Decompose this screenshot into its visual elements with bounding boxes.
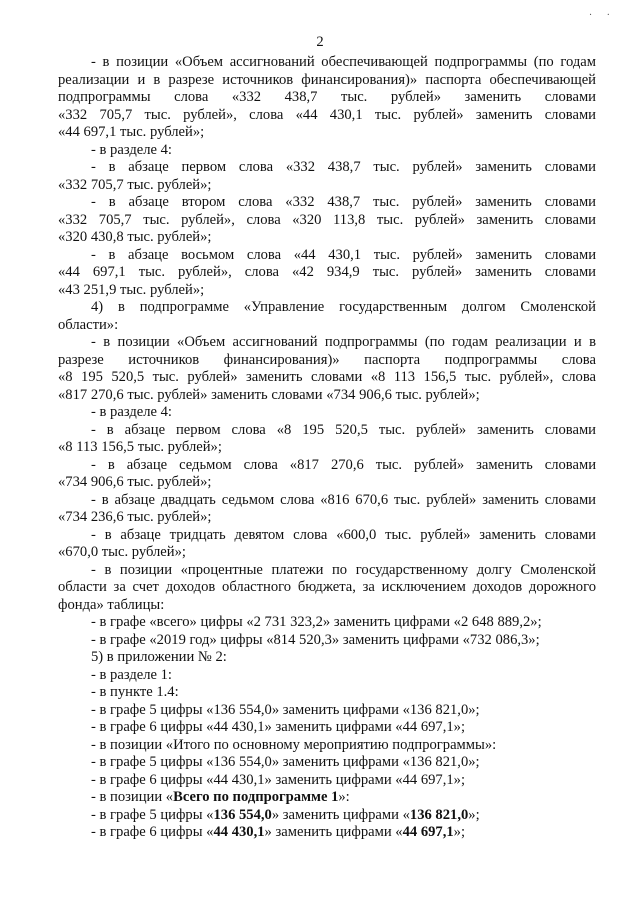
text-line: - в разделе 4: [91,404,172,420]
text-line: «332 705,7 тыс. рублей», слова «320 113,8 тыс. рублей» заменить словами [58,211,596,228]
text-line: области за счет доходов областного бюджета, за исключением доходов дорожного [58,579,596,595]
text-line: «734 236,6 тыс. рублей»; [58,509,212,525]
text-line: 5) в приложении № 2: [91,649,227,665]
bold-fragment: Всего по подпрограмме 1 [173,789,339,805]
text-line: области»: [58,316,119,333]
text-line: - в позиции «Объем ассигнований подпрограммы (по годам реализации и в [91,334,596,350]
text-fragment: »; [453,824,466,840]
text-line: «44 697,1 тыс. рублей», слова «42 934,9 тыс. рублей» заменить словами [58,264,596,280]
text-line: реализации и в разрезе источников финансирования)» паспорта обеспечивающей [58,71,596,88]
text-line: - в абзаце втором слова «332 438,7 тыс. рублей» заменить словами [91,194,596,210]
text-line: - в графе 6 цифры «44 430,1» заменить цифрами «44 697,1»; [91,771,466,788]
text-line: «817 270,6 тыс. рублей» заменить словами «734 906,6 тыс. рублей»; [58,386,480,403]
bold-fragment: 44 697,1 [402,824,454,840]
text-line: - в абзаце седьмом слова «817 270,6 тыс. рублей» заменить словами [91,456,596,473]
text-fragment: »; [468,806,480,823]
text-line: «8 195 520,5 тыс. рублей» заменить словами «8 113 156,5 тыс. рублей», слова [58,369,596,385]
text-line-total-subprogram [58,789,596,807]
text-line: - в графе 6 цифры «44 430,1» заменить цифрами «44 697,1»; [91,719,466,735]
scan-corner-mark: · · [588,10,616,21]
text-line: разрезе источников финансирования)» паспорта подпрограммы слова [58,351,596,368]
text-line: - в позиции «процентные платежи по государственному долгу Смоленской [91,561,596,578]
text-line: «43 251,9 тыс. рублей»; [58,281,205,298]
text-line: 4) в подпрограмме «Управление государственным долгом Смоленской [91,299,596,315]
text-line: «320 430,8 тыс. рублей»; [58,229,212,245]
text-line: - в графе «всего» цифры «2 731 323,2» заменить цифрами «2 648 889,2»; [91,614,542,630]
text-line: - в позиции «Итого по основному мероприятию подпрограммы»: [91,736,497,753]
text-line: - в пункте 1.4: [91,684,179,700]
text-fragment: - в графе 6 цифры « [91,824,214,840]
text-line: подпрограммы слова «332 438,7 тыс. рублей» заменить словами [58,89,596,105]
text-line: - в графе 5 цифры «136 554,0» заменить цифрами «136 821,0»; [91,701,480,718]
text-line: «332 705,7 тыс. рублей», слова «44 430,1 тыс. рублей» заменить словами [58,106,596,123]
text-fragment: - в графе 5 цифры « [91,806,214,823]
text-line: фонда» таблицы: [58,596,165,613]
bold-fragment: 136 554,0 [213,806,272,823]
text-line-graph6-bold [58,824,596,842]
text-line: - в разделе 1: [91,666,172,683]
text-line: «8 113 156,5 тыс. рублей»; [58,439,222,455]
text-line: - в графе 5 цифры «136 554,0» заменить цифрами «136 821,0»; [91,754,480,770]
text-fragment: »: [338,789,350,805]
text-line: «734 906,6 тыс. рублей»; [58,474,212,490]
text-line: - в разделе 4: [91,141,172,158]
document-body [58,54,596,842]
text-fragment: » заменить цифрами « [271,806,410,823]
text-line: - в позиции «Объем ассигнований обеспечивающей подпрограммы (по годам [91,54,596,70]
text-line: «44 697,1 тыс. рублей»; [58,124,205,140]
bold-fragment: 44 430,1 [213,824,265,840]
text-lines [58,54,596,789]
text-line: - в абзаце тридцать девятом слова «600,0 тыс. рублей» заменить словами [91,526,596,543]
bold-fragment: 136 821,0 [409,806,469,823]
page-number: 2 [316,34,324,50]
text-line-graph5-bold [58,807,596,825]
text-line: - в абзаце первом слова «332 438,7 тыс. рублей» заменить словами [91,159,596,175]
text-fragment: - в позиции « [91,789,174,805]
text-fragment: » заменить цифрами « [264,824,403,840]
text-line: «332 705,7 тыс. рублей»; [58,176,212,193]
text-line: - в абзаце восьмом слова «44 430,1 тыс. рублей» заменить словами [91,246,596,263]
text-line: «670,0 тыс. рублей»; [58,544,186,560]
text-line: - в абзаце первом слова «8 195 520,5 тыс. рублей» заменить словами [91,421,596,438]
text-line: - в графе «2019 год» цифры «814 520,3» заменить цифрами «732 086,3»; [91,631,540,648]
text-line: - в абзаце двадцать седьмом слова «816 670,6 тыс. рублей» заменить словами [91,491,596,508]
